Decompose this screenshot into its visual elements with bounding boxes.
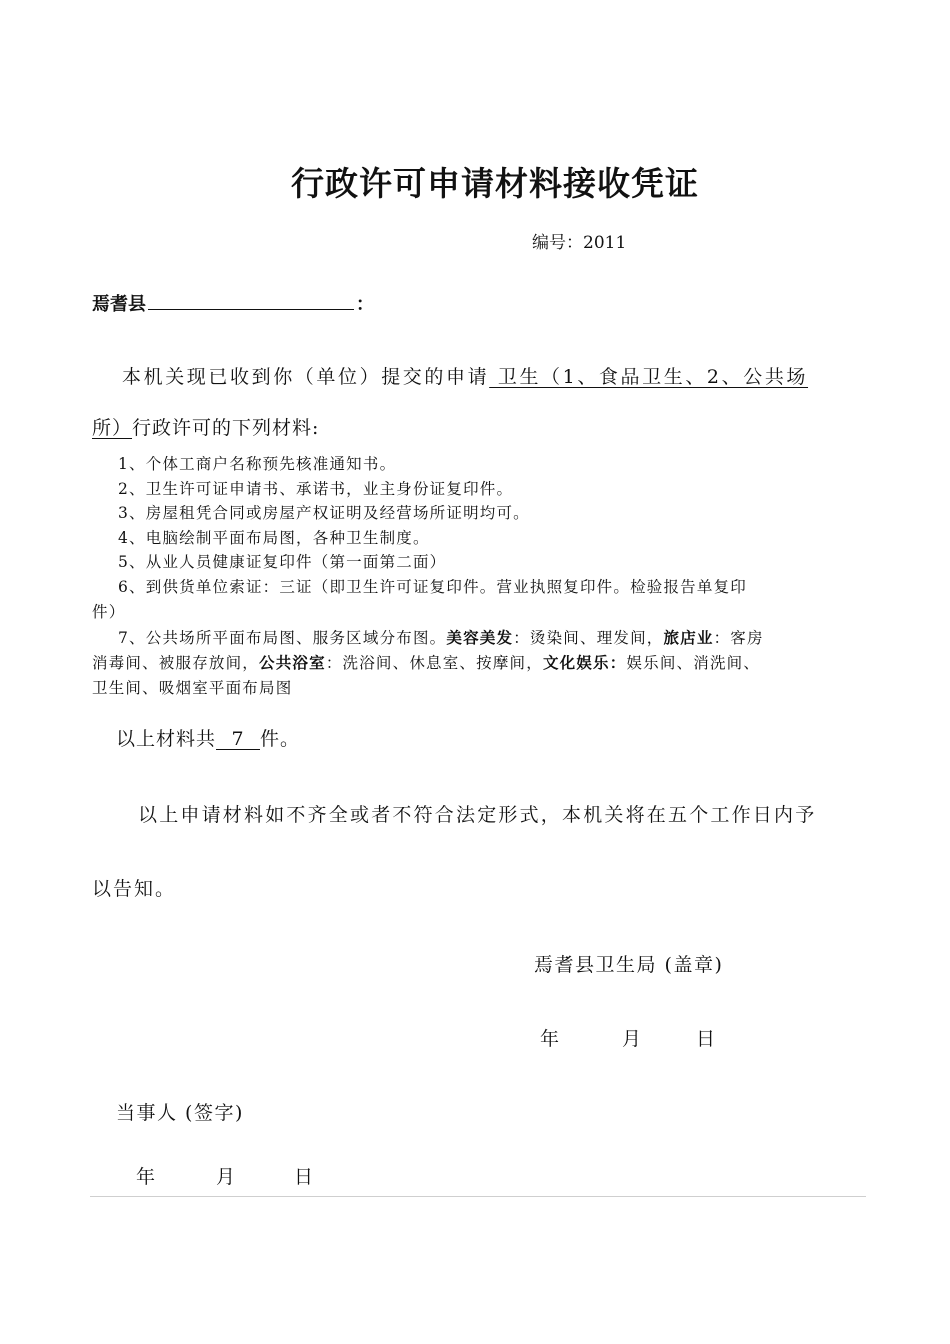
intro-application-type-cont: 所） xyxy=(92,417,133,439)
material-item-2: 2、卫生许可证申请书、承诺书，业主身份证复印件。 xyxy=(118,480,514,498)
total-prefix: 以上材料共 xyxy=(116,728,217,750)
category-entertainment: 文化娱乐： xyxy=(542,653,627,672)
issuer-date-month: 月 xyxy=(622,1028,642,1050)
party-date xyxy=(136,1162,313,1189)
issuer-date xyxy=(540,1024,715,1051)
total-count: 7 xyxy=(216,729,260,750)
materials-total xyxy=(116,724,300,751)
addressee-line xyxy=(92,290,374,316)
intro-line-2 xyxy=(92,413,319,440)
category-bath: 公共浴室 xyxy=(259,653,326,672)
notice-line-2: 以告知。 xyxy=(92,878,177,900)
party-date-month: 月 xyxy=(216,1166,236,1188)
material-item-1: 1、个体工商户名称预先核准通知书。 xyxy=(118,455,397,473)
intro-suffix: 行政许可的下列材料: xyxy=(132,417,320,439)
serial-number: 编号：2011 xyxy=(532,233,627,253)
footer-divider xyxy=(90,1196,866,1197)
material-item-7-line-3: 卫生间、吸烟室平面布局图 xyxy=(92,679,293,697)
party-date-day: 日 xyxy=(294,1166,314,1188)
material-item-3: 3、房屋租凭合同或房屋产权证明及经营场所证明均可。 xyxy=(118,504,530,522)
addressee-colon: ： xyxy=(356,294,374,315)
material-item-6: 6、到供货单位索证：三证（即卫生许可证复印件。营业执照复印件。检验报告单复印 xyxy=(118,578,747,596)
category-bath-rooms: ：洗浴间、休息室、按摩间， xyxy=(325,654,543,672)
document-title: 行政许可申请材料接收凭证 xyxy=(291,164,699,203)
item-7-text: 7、公共场所平面布局图、服务区域分布图。 xyxy=(118,629,447,647)
party-date-year: 年 xyxy=(136,1166,156,1188)
party-signature: 当事人 (签字) xyxy=(116,1102,244,1124)
issuer-date-year: 年 xyxy=(540,1028,560,1050)
notice-line-1: 以上申请材料如不齐全或者不符合法定形式，本机关将在五个工作日内予 xyxy=(138,804,817,826)
material-item-7-line-2 xyxy=(92,651,760,673)
category-hotel: 旅店业 xyxy=(663,628,714,647)
category-beauty: 美容美发 xyxy=(446,628,514,647)
category-beauty-rooms: ：烫染间、理发间， xyxy=(513,629,664,647)
material-item-7-line-1 xyxy=(118,626,764,648)
item-7-text-2: 消毒间、被服存放间， xyxy=(92,654,260,672)
category-hotel-rooms: ：客房 xyxy=(713,629,764,647)
intro-prefix: 本机关现已收到你（单位）提交的申请 xyxy=(122,366,490,388)
issuer-seal: 焉耆县卫生局 (盖章) xyxy=(534,954,724,976)
material-item-5: 5、从业人员健康证复印件（第一面第二面） xyxy=(118,553,447,571)
material-item-6-cont: 件） xyxy=(92,603,126,621)
intro-application-type: 卫生（1、食品卫生、2、公共场 xyxy=(489,366,809,388)
issuer-date-day: 日 xyxy=(696,1028,716,1050)
addressee-name: 焉耆县 xyxy=(92,294,146,315)
material-item-4: 4、电脑绘制平面布局图，各种卫生制度。 xyxy=(118,529,430,547)
addressee-blank xyxy=(148,295,354,310)
intro-line-1 xyxy=(122,362,808,389)
category-entertainment-rooms: 娱乐间、消洗间、 xyxy=(626,654,761,672)
total-suffix: 件。 xyxy=(260,728,301,750)
